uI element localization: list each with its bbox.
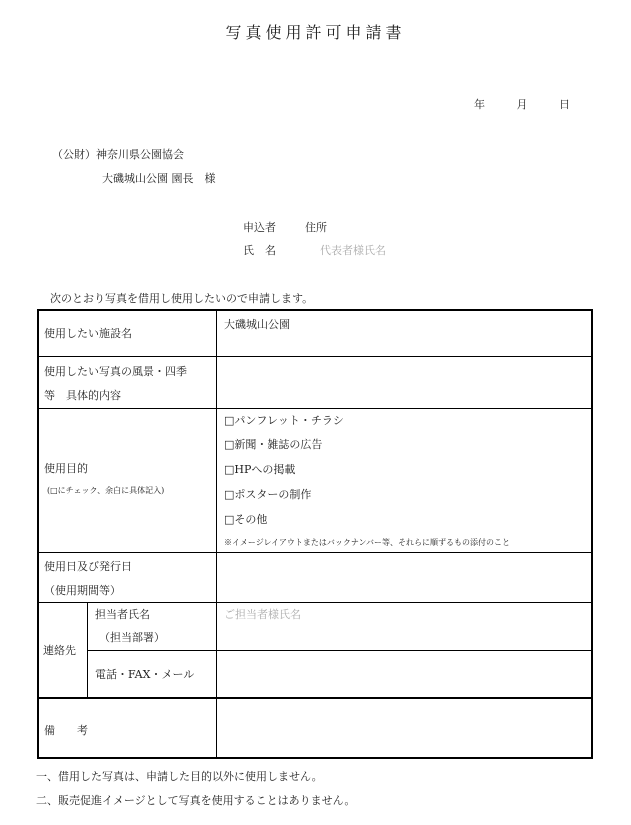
content-label-line1: 使用したい写真の風景・四季: [44, 365, 187, 378]
footer-note-1: 一、借用した写真は、申請した目的以外に使用しません。: [36, 770, 323, 783]
row-divider-3: [37, 552, 593, 553]
date-line: [474, 96, 570, 112]
applicant-label: 申込者: [243, 221, 276, 234]
column-divider: [216, 309, 217, 759]
document-title: 写真使用許可申請書: [225, 23, 406, 42]
border-left: [37, 309, 39, 759]
row-divider-1: [37, 356, 593, 357]
date-label-line1: 使用日及び発行日: [44, 560, 132, 573]
person-label-line1: 担当者氏名: [95, 608, 150, 621]
purpose-label: 使用目的: [44, 462, 88, 475]
remarks-label: 備 考: [44, 724, 88, 737]
name-placeholder[interactable]: 代表者様氏名: [320, 244, 386, 257]
purpose-note: ※イメージレイアウトまたはバックナンバー等、それらに順ずるもの添付のこと: [224, 538, 510, 547]
purpose-option-newspaper[interactable]: □新聞・雑誌の広告: [224, 438, 323, 451]
purpose-hint: (□にチェック、余白に具体記入): [47, 486, 165, 495]
row-divider-2: [37, 408, 593, 409]
date-day-label: 日: [559, 98, 570, 111]
border-right: [591, 309, 593, 759]
date-year-label: 年: [474, 98, 485, 111]
person-placeholder[interactable]: ご担当者様氏名: [224, 608, 301, 621]
contact-inner-divider: [87, 602, 88, 698]
facility-label: 使用したい施設名: [44, 327, 132, 340]
facility-value[interactable]: 大磯城山公園: [224, 318, 290, 331]
border-top: [37, 309, 593, 311]
intro-text: 次のとおり写真を借用し使用したいので申請します。: [50, 292, 314, 305]
date-month-label: 月: [516, 98, 528, 111]
phone-label: 電話・FAX・メール: [95, 668, 195, 681]
border-bottom: [37, 757, 593, 759]
addressee-org: （公財）神奈川県公園協会: [52, 148, 184, 161]
purpose-option-pamphlet[interactable]: □パンフレット・チラシ: [224, 414, 344, 427]
purpose-option-hp[interactable]: □HPへの掲載: [224, 463, 296, 476]
row-divider-4: [37, 602, 593, 603]
purpose-option-poster[interactable]: □ポスターの制作: [224, 488, 312, 501]
purpose-option-other[interactable]: □その他: [224, 513, 268, 526]
person-label-line2: （担当部署）: [99, 631, 165, 644]
contact-subdivider: [87, 650, 593, 651]
application-form-table: [37, 309, 593, 759]
addressee-chief: 大磯城山公園 園長 様: [102, 172, 216, 185]
address-label: 住所: [305, 221, 327, 234]
row-divider-5: [37, 697, 593, 699]
contact-label: 連絡先: [43, 644, 76, 657]
content-label-line2: 等 具体的内容: [44, 389, 121, 402]
name-label: 氏 名: [243, 244, 276, 257]
date-label-line2: （使用期間等）: [44, 584, 121, 597]
footer-note-2: 二、販売促進イメージとして写真を使用することはありません。: [36, 794, 356, 807]
